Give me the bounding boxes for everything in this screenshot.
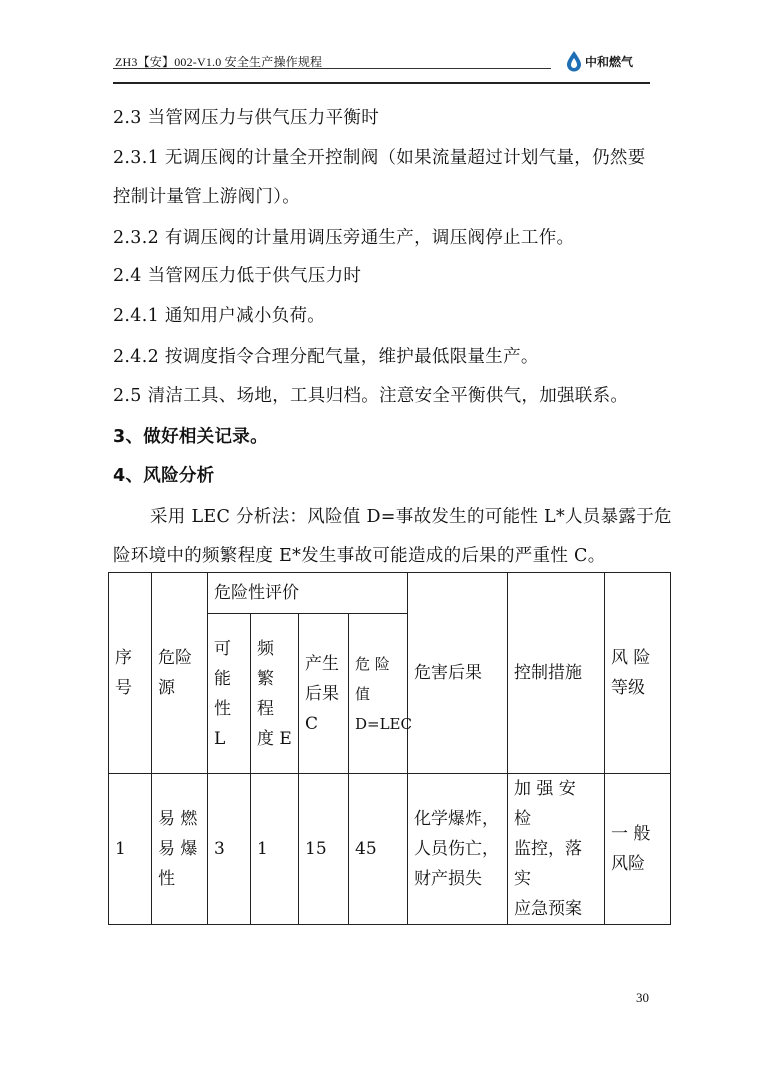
company-logo (565, 50, 633, 72)
section-4-heading: 4、风险分析 (113, 466, 215, 486)
header-consequence-c: 产生 后果 C (299, 614, 349, 774)
header-harm-consequence: 危害后果 (408, 573, 508, 774)
cell-e: 1 (251, 774, 299, 925)
cell-hazard-source: 易 燃 易 爆 性 (152, 774, 208, 925)
section-3-heading: 3、做好相关记录。 (113, 427, 268, 447)
paragraph-2-4-1: 2.4.1 通知用户减小负荷。 (113, 306, 326, 326)
cell-d: 45 (349, 774, 408, 925)
lec-description-line-2: 险环境中的频繁程度 E*发生事故可能造成的后果的严重性 C。 (113, 546, 606, 566)
gas-drop-logo-icon (565, 50, 583, 72)
paragraph-2-3-2: 2.3.2 有调压阀的计量用调压旁通生产，调压阀停止工作。 (113, 228, 575, 248)
cell-control: 加 强 安 检 监控，落实 应急预案 (508, 774, 605, 925)
document-code: ZH3【安】002-V1.0 安全生产操作规程 (115, 55, 323, 69)
logo-text: 中和燃气 (585, 54, 634, 69)
header-likelihood-l: 可 能 性 L (208, 614, 251, 774)
page-number: 30 (636, 990, 649, 1005)
page-header (113, 46, 650, 84)
risk-analysis-table (108, 572, 671, 925)
header-hazard-source: 危险 源 (152, 573, 208, 774)
header-seq: 序 号 (109, 573, 152, 774)
cell-l: 3 (208, 774, 251, 925)
cell-harm: 化学爆炸， 人员伤亡， 财产损失 (408, 774, 508, 925)
paragraph-2-4-2: 2.4.2 按调度指令合理分配气量，维护最低限量生产。 (113, 347, 539, 367)
header-rule (113, 82, 650, 84)
paragraph-2-3-1: 2.3.1 无调压阀的计量全开控制阀（如果流量超过计划气量，仍然要 (113, 148, 646, 168)
header-frequency-e: 频 繁 程 度 E (251, 614, 299, 774)
paragraph-2-3: 2.3 当管网压力与供气压力平衡时 (113, 108, 379, 128)
lec-description-line-1: 采用 LEC 分析法：风险值 D=事故发生的可能性 L*人员暴露于危 (150, 507, 672, 527)
table-row (109, 774, 671, 925)
paragraph-2-3-1-cont: 控制计量管上游阀门）。 (113, 187, 301, 207)
header-risk-level: 风 险 等级 (605, 573, 671, 774)
header-risk-value-d: 危 险 值 D=LEC (349, 614, 408, 774)
cell-c: 15 (299, 774, 349, 925)
paragraph-2-5: 2.5 清洁工具、场地，工具归档。注意安全平衡供气，加强联系。 (113, 386, 629, 406)
header-control-measures: 控制措施 (508, 573, 605, 774)
cell-level: 一 般 风险 (605, 774, 671, 925)
cell-seq: 1 (109, 774, 152, 925)
header-thin-rule (113, 68, 551, 69)
header-risk-evaluation: 危险性评价 (208, 573, 408, 614)
table-header-row-1 (109, 573, 671, 614)
paragraph-2-4: 2.4 当管网压力低于供气压力时 (113, 266, 362, 286)
